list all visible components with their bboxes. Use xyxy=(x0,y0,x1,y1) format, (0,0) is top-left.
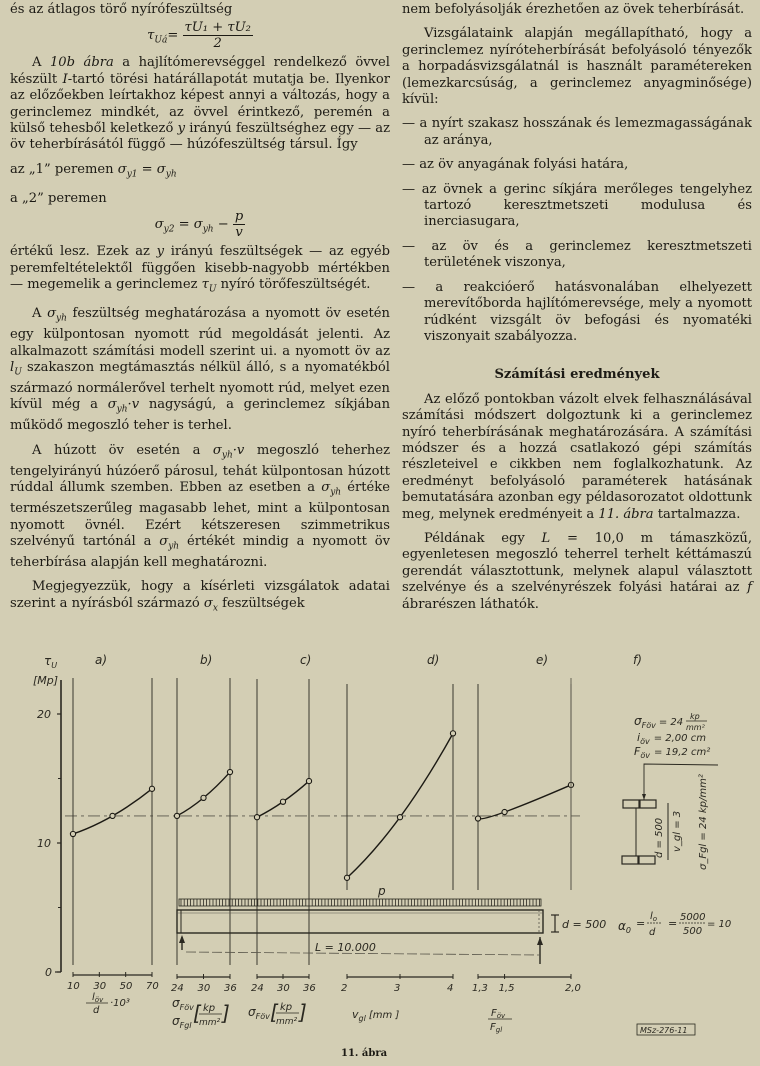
svg-text:α0: $\alpha_0$ xyxy=(618,919,632,935)
paragraph: Megjegyezzük, hogy a kísérleti vizsgálatok adatai szerint a nyírásból származó $\sigma_x$ feszültségek xyxy=(10,579,390,614)
svg-text:[: [ xyxy=(193,1001,201,1025)
data-point xyxy=(70,831,75,836)
svg-text:MSz-276-11: MSz-276-11 xyxy=(640,1026,688,1035)
svg-text:=: = xyxy=(636,917,646,930)
paragraph: Példának egy L = 10,0 m támaszközű, egyenletesen megoszló teherrel terhelt kéttámaszú gerendát választottunk, melynek alapul választott szelvénye és a szelvényrészek folyási határai az f ábrarészen láthatók. xyxy=(402,530,752,612)
svg-text:·10³: ·10³ xyxy=(110,998,130,1009)
x-tick-label: 2,0 xyxy=(565,983,581,994)
xlabel-d xyxy=(352,1008,399,1023)
x-tick-label: 30 xyxy=(93,981,107,992)
y-axis xyxy=(33,654,61,979)
svg-text:=: = xyxy=(668,917,678,930)
svg-text:σFöv: $\sigma_{Föv}$ xyxy=(248,1005,270,1021)
span-label: L = 10.000 xyxy=(315,941,376,954)
panel-label-f: f) xyxy=(633,653,642,667)
panel-c xyxy=(251,653,316,994)
data-point xyxy=(475,816,480,821)
paragraph: Vizsgálataink alapján megállapítható, hogy a gerinclemez nyíróteherbírását befolyásoló tényezők a horpadásvizsgálatnál is használt paramétereken (lemezkarcsúság, a gerinclemez anyagminősége) kívül: xyxy=(402,26,752,108)
section-heading: Számítási eredmények xyxy=(494,367,660,383)
data-point xyxy=(306,778,311,783)
svg-text:Föv= 19,2 cm²: $F_{öv} = 19,2$ cm² xyxy=(634,745,711,760)
x-tick-label: 50 xyxy=(119,981,133,992)
svg-text:iöv= 2,00 cm: $i_{öv} = 2,00$ cm xyxy=(637,731,706,746)
x-tick-label: 30 xyxy=(277,983,290,994)
svg-text:σFöv= 24: $\sigma_{Föv}$ $^{= 24}$ xyxy=(634,714,684,730)
panel-e xyxy=(472,653,581,994)
paragraph: A $\sigma_{yh}$ feszültség meghatározása a nyomott öv esetén egy külpontosan nyomott rúd megoldását jelenti. Az alkalmazott számítási modell szerint ui. a nyomott öv az $l_U$ szakaszon megtámasztás nélkül álló, s a nyomatékból származó normálerővel terhelt nyomott rúd, melyet ezen kívül még a $\sigma_{yh}\cdot v$ nagyságú, a gerinclemez síkjában működő megoszló teher is terhel. xyxy=(10,306,391,434)
data-point xyxy=(174,813,179,818)
paragraph: A 10b ábra a hajlítómerevséggel rendelkező övvel készült I-tartó törési határállapotát mutatja be. Ilyenkor az előzőekben leírtakhoz képest annyi a változás, hogy a gerinclemez mindkét, az övvel érintkező, peremén a külső tehesből keletkező y irányú feszültséghez egy — az öv teherbírásától függő — húzófeszültség társul. Így xyxy=(10,55,390,153)
x-tick-label: 2 xyxy=(341,983,348,994)
right-column xyxy=(402,2,752,613)
svg-text:Föv: $F_{öv}$ xyxy=(491,1008,506,1020)
paragraph: és az átlagos törő nyírófeszültség xyxy=(10,2,233,17)
svg-text:kp: kp xyxy=(690,712,700,721)
y-axis-label: $\tau_U$ xyxy=(44,654,58,670)
list-item: — az öv anyagának folyási határa, xyxy=(402,157,629,173)
svg-text:mm²: mm² xyxy=(276,1017,298,1027)
x-tick-label: 3 xyxy=(394,983,401,994)
depth-label: d = 500 xyxy=(562,918,607,931)
series-line xyxy=(347,733,453,877)
formula-sigma-y2: $\sigma_{y2} = \sigma_{yh}$ − $\frac{p}{v}$ xyxy=(154,209,244,241)
x-tick-label: 30 xyxy=(197,983,211,994)
svg-text:mm²: mm² xyxy=(686,723,705,732)
x-tick-label: 1,3 xyxy=(472,983,488,994)
bottom-flange xyxy=(622,856,638,864)
svg-text:σFgl: $\sigma_{Fgl}$ xyxy=(172,1014,192,1030)
alpha-formula xyxy=(618,911,731,938)
svg-text:5000: 5000 xyxy=(680,912,706,923)
panel-label: e) xyxy=(536,653,549,667)
list-item: — az öv és a gerinclemez keresztmetszeti területének viszonya, xyxy=(402,238,752,271)
xlabel-c xyxy=(248,1000,307,1027)
web-depth-label: d = 500 xyxy=(654,817,665,858)
series-line xyxy=(73,789,152,834)
svg-text:]: ] xyxy=(299,1000,307,1024)
web-thickness-label: v_gl = 3 xyxy=(672,810,683,852)
x-tick-label: 70 xyxy=(146,981,159,992)
top-flange xyxy=(623,800,639,808)
web-yield-label: σ_Fgl = 24 kp/mm² xyxy=(698,774,709,870)
distributed-load xyxy=(179,899,541,906)
data-point xyxy=(227,769,232,774)
svg-text:Fgl: $F_{gl}$ xyxy=(490,1022,503,1034)
data-point xyxy=(201,795,206,800)
panel-label: c) xyxy=(300,653,312,667)
svg-text:löv: $l_{öv}$ xyxy=(92,992,104,1004)
paragraph: A húzott öv esetén a $\sigma_{yh}\cdot v$ megoszló teherhez tengelyirányú húzóerő párosul, tehát külpontosan húzott rúddal állumk szemben. Ebben az esetben a $\sigma_{yh}$ értéke természetszerűleg magasabb lehet, mint a külpontosan nyomott övnél. Ezért kétszeresen szimmetrikus szelvényű tartónál a $\sigma_{yh}$ értékét mindig a nyomott öv teherbírása alapján kell meghatározni. xyxy=(10,442,391,571)
beam xyxy=(177,910,543,933)
standard-stamp xyxy=(637,1024,695,1035)
paragraph: nem befolyásolják érezhetően az övek teherbírását. xyxy=(402,2,745,17)
panel-label: d) xyxy=(427,653,440,667)
list-item: — a nyírt szakasz hosszának és lemezmagasságának az aránya, xyxy=(402,116,752,148)
formula-tau-avg: $\tau_{Uá}=$ $\frac{\text{τU₁ + τU₂}}{2}$ xyxy=(147,20,251,52)
paragraph: a „2” peremen xyxy=(10,190,107,206)
svg-text:lo: $l_o$ xyxy=(650,911,658,923)
data-point xyxy=(149,786,154,791)
y-tick-label: 0 xyxy=(45,966,52,979)
figure-11 xyxy=(0,640,760,1045)
series-line xyxy=(177,772,230,816)
data-point xyxy=(502,809,507,814)
svg-text:= 10: = 10 xyxy=(707,919,732,930)
panel-a xyxy=(67,653,159,992)
svg-text:mm²: mm² xyxy=(199,1018,221,1028)
x-tick-label: 24 xyxy=(251,983,264,994)
panel-label: b) xyxy=(200,653,213,667)
svg-text:[: [ xyxy=(270,1000,278,1024)
xlabel-b xyxy=(172,996,230,1030)
xlabel-a xyxy=(86,992,130,1016)
list-item: — a reakcióerő hatásvonalában elhelyezett merevítőborda hajlítómerevsége, mely a nyomott rúdként vizsgált öv befogási és nyomatéki viszonyait szabályozza. xyxy=(402,279,752,344)
data-point xyxy=(110,813,115,818)
section-f xyxy=(571,653,718,890)
y-tick-label: 10 xyxy=(37,837,51,850)
beam-diagram xyxy=(177,884,731,964)
svg-text:kp: kp xyxy=(203,1003,216,1014)
svg-text:]: ] xyxy=(222,1001,230,1025)
list-item: — az övnek a gerinc síkjára merőleges tengelyhez tartozó keresztmetszeti modulusa és inerciasugara, xyxy=(402,181,752,230)
data-point xyxy=(344,875,349,880)
x-tick-label: 4 xyxy=(447,983,454,994)
y-tick-label: 20 xyxy=(37,708,51,721)
svg-text:500: 500 xyxy=(683,926,703,937)
data-point xyxy=(450,731,455,736)
x-tick-label: 1,5 xyxy=(498,983,515,994)
paragraph: az „1” peremen $\sigma_{y1} = \sigma_{yh}$ xyxy=(10,161,177,180)
x-tick-label: 10 xyxy=(67,981,80,992)
y-axis-unit: [Mp] xyxy=(33,674,59,687)
svg-text:vgl[mm ]: $v_{gl}$ [mm ] xyxy=(352,1008,400,1023)
svg-text:kp: kp xyxy=(280,1002,293,1013)
x-tick-label: 36 xyxy=(303,983,316,994)
paragraph: Az előző pontokban vázolt elvek felhasználásával számítási módszert dolgoztunk ki a gerinclemez nyíró teherbírásának meghatározására. A számítási módszer és a hozzá csatlakozó gépi számítás részleteivel e cikkben nem foglalkozhatunk. Az eredményt befolyásoló paraméterek hatásának bemutatására azonban egy példasorozatot oldottunk meg, melynek eredményeit a 11. ábra tartalmazza. xyxy=(402,391,752,522)
svg-text:d: d xyxy=(93,1005,100,1016)
load-label: p xyxy=(378,884,386,898)
panel-label: a) xyxy=(95,653,108,667)
data-point xyxy=(254,815,259,820)
data-point xyxy=(280,799,285,804)
x-axis-labels xyxy=(86,992,512,1034)
left-column xyxy=(10,2,390,617)
figure-caption: 11. ábra xyxy=(341,1048,388,1059)
x-tick-label: 36 xyxy=(224,983,237,994)
svg-text:d: d xyxy=(649,927,656,938)
series-line xyxy=(478,785,571,819)
x-tick-label: 24 xyxy=(171,983,184,994)
data-point xyxy=(397,815,402,820)
xlabel-e xyxy=(488,1008,512,1034)
svg-text:σFöv: $\sigma_{Föv}$ xyxy=(172,996,194,1012)
paragraph: értékű lesz. Ezek az y irányú feszültségek — az egyéb peremfeltételektől függően kisebb-nagyobb mértékben — megemelik a gerinclemez $\tau_U$ nyíró törőfeszültségét. xyxy=(10,244,390,295)
